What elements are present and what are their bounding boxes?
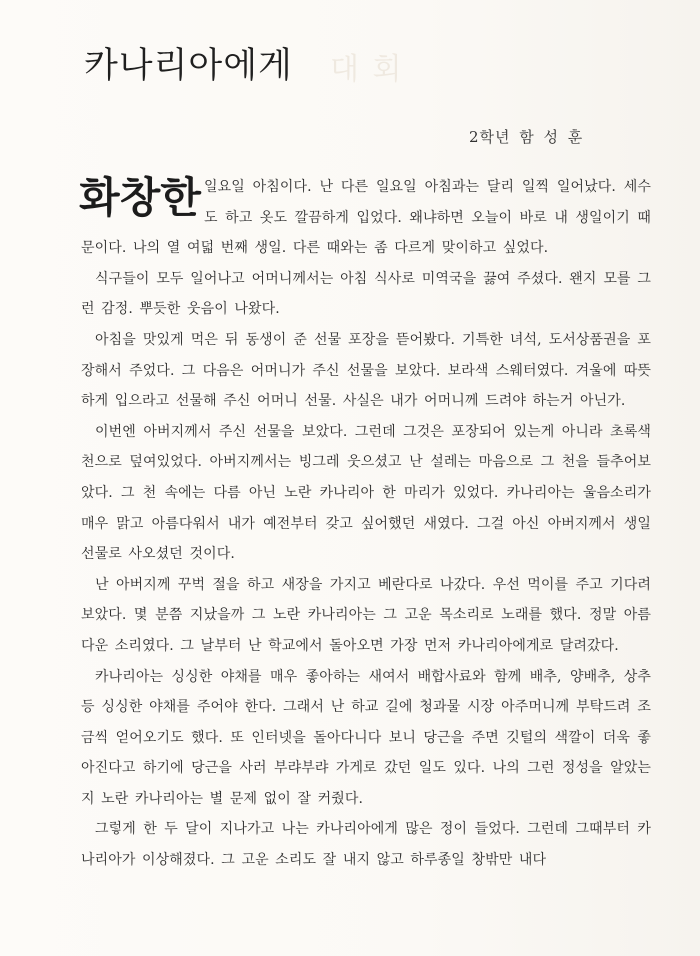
paragraph: 식구들이 모두 일어나고 어머니께서는 아침 식사로 미역국을 끓여 주셨다. 왠지 모를 그런 감정. 뿌듯한 웃음이 나왔다. bbox=[81, 270, 651, 318]
drop-cap: 화창한 bbox=[79, 173, 202, 222]
author-line: 2학년 함 성 훈 bbox=[469, 128, 584, 146]
first-paragraph-text: 일요일 아침이다. 난 다른 일요일 아침과는 달리 일찍 일어났다. 세수도 하고 옷도 깔끔하게 입었다. 왜냐하면 오늘이 바로 내 생일이기 때문이다. 나의 열 여덟 번째 생일. 다른 때와는 좀 다르게 맞이하고 싶었다. bbox=[81, 179, 651, 257]
paragraph: 그렇게 한 두 달이 지나가고 나는 카나리아에게 많은 정이 들었다. 그런데 그때부터 카나리아가 이상해졌다. 그 고운 소리도 잘 내지 않고 하루종일 창밖만 내다 bbox=[81, 821, 651, 869]
paragraph: 아침을 맛있게 먹은 뒤 동생이 준 선물 포장을 뜯어봤다. 기특한 녀석, 도서상품권을 포장해서 주었다. 그 다음은 어머니가 주신 선물을 보았다. 보라색 스웨터였다. 겨울에 따뜻하게 입으라고 선물해 주신 어머니 선물. 사실은 내가 어머니께 드려야 하는거 아닌가. bbox=[81, 331, 651, 410]
essay-title: 카나리아에게 bbox=[84, 46, 293, 86]
paragraph: 이번엔 아버지께서 주신 선물을 보았다. 그런데 그것은 포장되어 있는게 아니라 초록색 천으로 덮여있었다. 아버지께서는 빙그레 웃으셨고 난 설레는 마음으로 그 천을 들추어보았다. 그 천 속에는 다름 아닌 노란 카나리아 한 마리가 있었다. 카나리아는 울음소리가 매우 맑고 아름다워서 내가 예전부터 갖고 싶어했던 새였다. 그걸 아신 아버지께서 생일 선물로 사오셨던 것이다. bbox=[81, 423, 651, 563]
first-paragraph bbox=[81, 172, 651, 264]
essay-body bbox=[81, 172, 651, 876]
faint-heading: 대 회 bbox=[330, 52, 404, 87]
paragraph: 카나리아는 싱싱한 야채를 매우 좋아하는 새여서 배합사료와 함께 배추, 양배추, 상추 등 싱싱한 야채를 주어야 한다. 그래서 난 하교 길에 청과물 시장 아주머니께 부탁드려 조금씩 얻어오기도 했다. 또 인터넷을 돌아다니다 보니 당근을 주면 깃털의 색깔이 더욱 좋아진다고 하기에 당근을 사러 부랴부랴 가게로 갔던 일도 있다. 나의 그런 정성을 알았는지 노란 카나리아는 별 문제 없이 잘 커줬다. bbox=[81, 668, 651, 807]
paragraph: 난 아버지께 꾸벅 절을 하고 새장을 가지고 베란다로 나갔다. 우선 먹이를 주고 기다려 보았다. 몇 분쯤 지났을까 그 노란 카나리아는 그 고운 목소리로 노래를 했다. 정말 아름다운 소리였다. 그 날부터 난 학교에서 돌아오면 가장 먼저 카나리아에게로 달려갔다. bbox=[81, 576, 651, 654]
